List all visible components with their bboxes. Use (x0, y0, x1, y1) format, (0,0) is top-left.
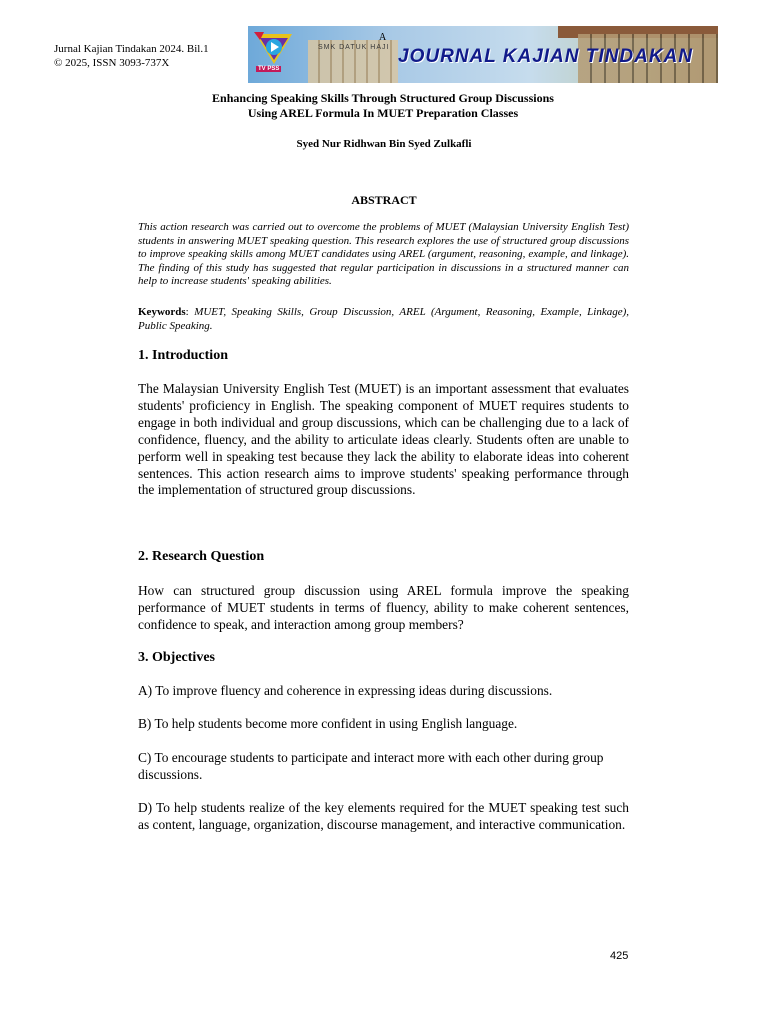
journal-banner (248, 26, 718, 83)
paper-title-line: Enhancing Speaking Skills Through Structured Group Discussions (212, 91, 554, 105)
banner-caption-letter: A (379, 32, 387, 43)
banner-title: JOURNAL KAJIAN TINDAKAN (398, 46, 693, 67)
tv-pss-label: TV PSS (258, 66, 280, 72)
journal-citation (54, 42, 209, 70)
keywords-colon: : (185, 306, 189, 318)
section-heading-research-question: 2. Research Question (138, 549, 265, 564)
keywords-block (138, 305, 629, 333)
paper-title (150, 91, 616, 121)
objective-item: B) To help students become more confident in using English language. (138, 716, 518, 731)
section-heading-introduction: 1. Introduction (138, 348, 228, 363)
banner-school-sign: SMK DATUK HAJI (318, 44, 390, 51)
keywords-label: Keywords (138, 306, 186, 318)
objective-item: D) To help students realize of the key elements required for the MUET speaking test such as content, language, organization, discourse management, and interactive communication. (138, 800, 629, 832)
abstract-text: This action research was carried out to overcome the problems of MUET (Malaysian University English Test) students in answering MUET speaking question. This research explores the use of structured group discussions to improve speaking skills among MUET candidates using AREL (argument, reasoning, example, and linkage). The finding of this study has suggested that regular participation in discussions in a structured manner can help to increase students' speaking abilities. (138, 221, 629, 287)
paper-author: Syed Nur Ridhwan Bin Syed Zulkafli (296, 138, 472, 150)
journal-issue: Jurnal Kajian Tindakan 2024. Bil.1 (54, 43, 209, 55)
introduction-paragraph: The Malaysian University English Test (MUET) is an important assessment that evaluates students' proficiency in English. The speaking component of MUET requires students to engage in both individual and group discussions, which can be challenging due to a lack of confidence, fluency, and the ability to articulate ideas clearly. Students often are unable to perform well in speaking test because they lack the ability to elaborate ideas into coherent sentences. This action research aims to improve students' speaking performance through the implementation of structured group discussions. (138, 381, 629, 498)
journal-issn: © 2025, ISSN 3093-737X (54, 57, 170, 69)
page-number: 425 (610, 950, 629, 962)
abstract-heading: ABSTRACT (351, 193, 417, 207)
section-heading-objectives: 3. Objectives (138, 650, 215, 665)
research-question-paragraph: How can structured group discussion using AREL formula improve the speaking performance of MUET students in terms of fluency, ability to make coherent sentences, confidence to speak, and interaction among group members? (138, 583, 629, 632)
paper-title-line: Using AREL Formula In MUET Preparation Classes (247, 106, 519, 120)
keywords-list: MUET, Speaking Skills, Group Discussion, AREL (Argument, Reasoning, Example, Linkage), Public Speaking. (138, 306, 630, 332)
objective-item: A) To improve fluency and coherence in expressing ideas during discussions. (138, 683, 553, 698)
objective-item: C) To encourage students to participate and interact more with each other during group discussions. (138, 750, 604, 782)
